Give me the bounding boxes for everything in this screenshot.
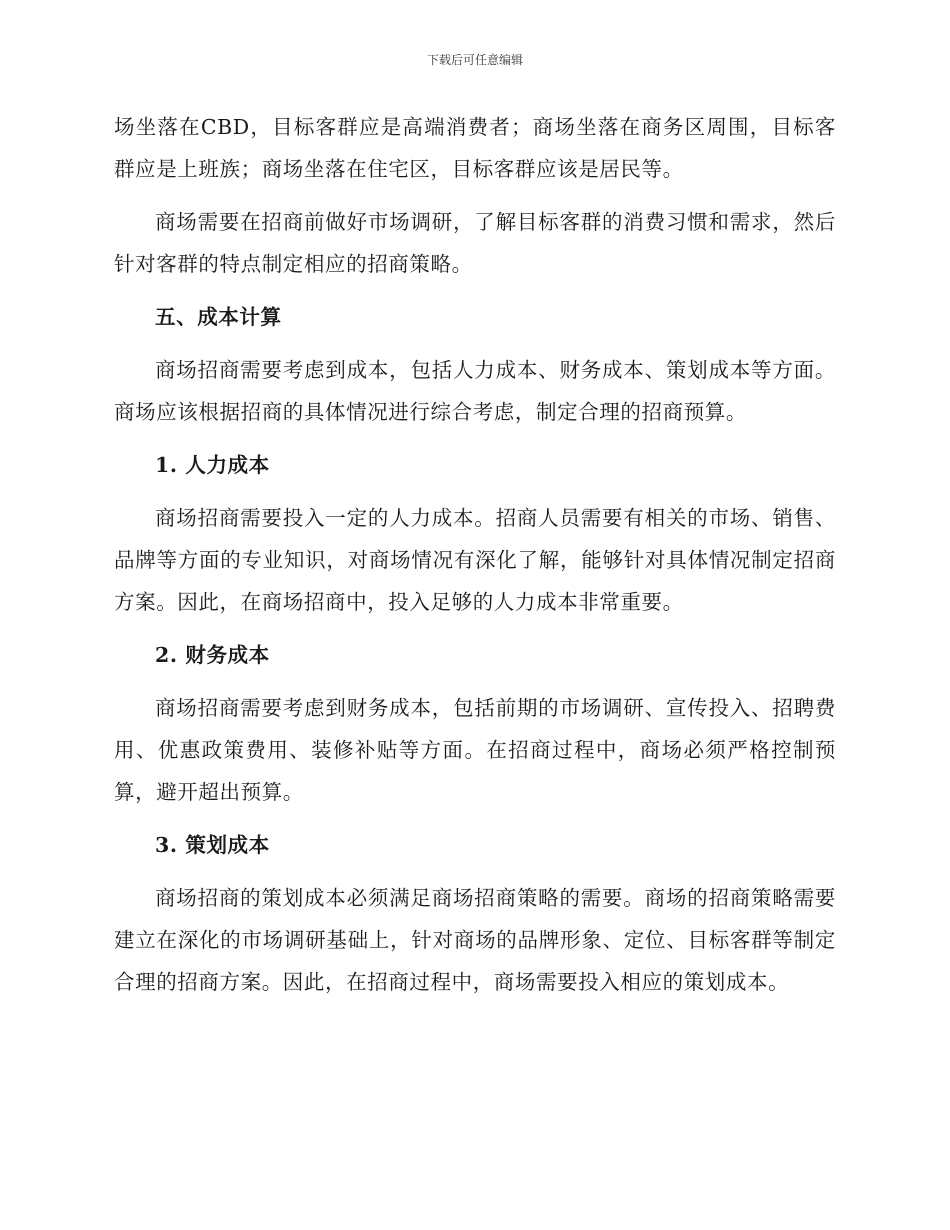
subheading-planning-cost: 3. 策划成本 — [155, 833, 270, 857]
document-body — [114, 106, 836, 1003]
paragraph-gap — [114, 813, 836, 824]
page-header-note: 下载后可任意编辑 — [426, 53, 523, 67]
paragraph-gap — [114, 338, 836, 349]
subheading-financial-cost: 2. 财务成本 — [155, 643, 270, 667]
section-heading-cost-calculation: 五、成本计算 — [155, 305, 282, 329]
paragraph-planning-cost: 商场招商的策划成本必须满足商场招商策略的需要。商场的招商策略需要建立在深化的市场调研基础上，针对商场的品牌形象、定位、目标客群等制定合理的招商方案。因此，在招商过程中，商场需要投入相应的策划成本。 — [114, 886, 836, 994]
paragraph-gap — [114, 486, 836, 497]
paragraph-cost-overview: 商场招商需要考虑到成本，包括人力成本、财务成本、策划成本等方面。商场应该根据招商的具体情况进行综合考虑，制定合理的招商预算。 — [114, 358, 836, 424]
paragraph-gap — [114, 285, 836, 296]
paragraph-target-customers: 场坐落在CBD，目标客群应是高端消费者；商场坐落在商务区周围，目标客群应是上班族；商场坐落在住宅区，目标客群应该是居民等。 — [114, 115, 836, 181]
paragraph-market-research: 商场需要在招商前做好市场调研，了解目标客群的消费习惯和需求，然后针对客群的特点制定相应的招商策略。 — [114, 210, 836, 276]
paragraph-gap — [114, 190, 836, 201]
paragraph-gap — [114, 866, 836, 877]
paragraph-labor-cost: 商场招商需要投入一定的人力成本。招商人员需要有相关的市场、销售、品牌等方面的专业知识，对商场情况有深化了解，能够针对具体情况制定招商方案。因此，在商场招商中，投入足够的人力成本非常重要。 — [114, 506, 836, 614]
paragraph-gap — [114, 433, 836, 444]
subheading-labor-cost: 1. 人力成本 — [155, 453, 270, 477]
paragraph-financial-cost: 商场招商需要考虑到财务成本，包括前期的市场调研、宣传投入、招聘费用、优惠政策费用、装修补贴等方面。在招商过程中，商场必须严格控制预算，避开超出预算。 — [114, 696, 836, 804]
paragraph-gap — [114, 623, 836, 634]
paragraph-gap — [114, 676, 836, 687]
